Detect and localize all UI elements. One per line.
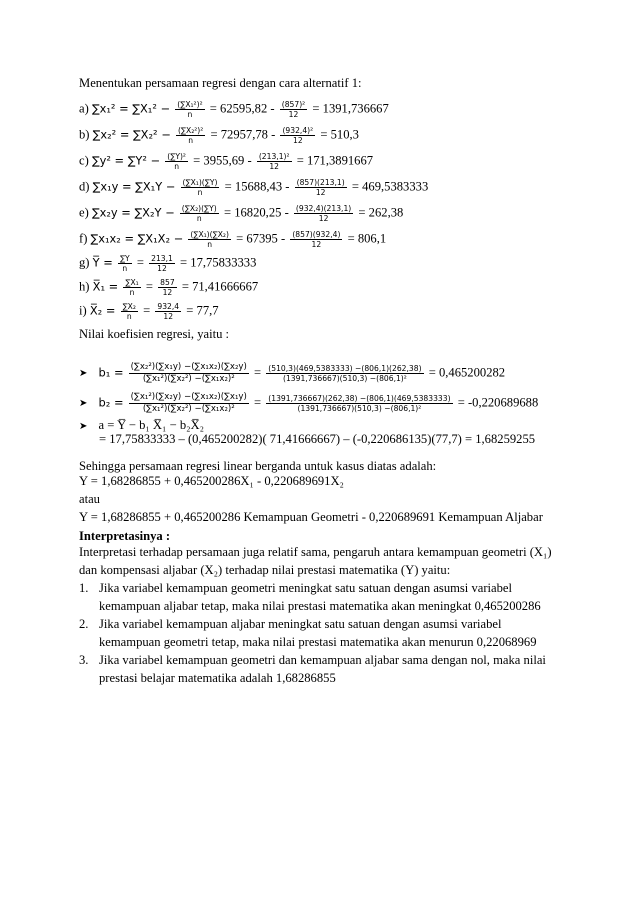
formula-fraction [181, 178, 220, 197]
formula-b [79, 126, 359, 145]
formula-mid: = 16820,25 - [223, 205, 289, 220]
formula-fraction [118, 254, 132, 273]
formula-lhs: X̅₂ = [89, 303, 116, 318]
formula-lhs: ∑x₁y = ∑X₁Y − [92, 179, 176, 194]
fraction-denominator: n [207, 240, 213, 249]
fraction-denominator: 12 [162, 288, 173, 297]
fraction-numerator: (932,4)² [282, 126, 314, 135]
fraction-denominator: n [122, 264, 128, 273]
fraction-numerator: (510,3)(469,5383333) −(806,1)(262,38) [268, 364, 422, 373]
formula-result: = 1391,736667 [312, 101, 389, 116]
formula-b2: ➤ b₂ = $\frac{\text{(∑x₁²)(∑x₂y) −(∑x₁x₂)(∑x₁y)}}{\text{(∑x₁²)(∑x₂²) −(∑x₁x₂)²}}$ = $\frac{(1391,736667)(262,38) -(806,1)(469,5383333)}{\text{(1391,736667)(510,3) −(806,1)²}}$ = -0,220689688 [79, 392, 539, 414]
item-label: c) [79, 153, 89, 168]
list-item-3-line-1: Jika variabel kemampuan geometri dan kemampuan aljabar sama dengan nol, maka nilai [99, 653, 546, 667]
value-fraction [280, 100, 307, 119]
formula-e [79, 204, 403, 223]
value-fraction [290, 230, 342, 249]
fraction-denominator: 12 [163, 312, 174, 321]
formula-d [79, 178, 428, 197]
formula-lhs: Y̅ = [92, 255, 113, 270]
item-label: b) [79, 127, 90, 142]
formula-result: = 469,5383333 [351, 179, 429, 194]
formula-lhs: ∑x₁² = ∑X₁² − [91, 101, 171, 116]
fraction-denominator: 12 [311, 240, 322, 249]
fraction-numerator: 857 [160, 278, 175, 287]
fraction-numerator: (932,4)(213,1) [295, 204, 352, 213]
formula-result: = 77,7 [186, 303, 219, 318]
formula-b1: ➤ b₁ = $\frac{\text{(∑x₂²)(∑x₁y) −(∑x₁x₂)(∑x₂y)}}{\text{(∑x₁²)(∑x₂²) −(∑x₁x₂)²}}$ = $\frac{(510,3)(469,5383333) -(806,1)(262,38)}{\text{(1391,736667)(510,3) −(806,1)²}}$ = 0,465200282 [79, 362, 506, 384]
item-label: h) [79, 279, 90, 294]
fraction-numerator: (857)(213,1) [296, 178, 345, 187]
formula-mid: = 62595,82 - [209, 101, 275, 116]
fraction-numerator: 932,4 [157, 302, 180, 311]
atau-text: atau [79, 492, 100, 506]
mean-y [79, 254, 256, 273]
fraction-denominator: 12 [157, 264, 167, 273]
value-fraction [158, 278, 177, 297]
intro-text: Menentukan persamaan regresi dengan cara alternatif 1: [79, 76, 362, 90]
fraction-denominator: 12 [292, 136, 303, 145]
fraction-numerator: (∑x₁²)(∑x₂y) −(∑x₁x₂)(∑x₁y) [130, 392, 247, 402]
fraction-denominator: (∑x₁²)(∑x₂²) −(∑x₁x₂)² [142, 404, 235, 414]
formula-mid: = [145, 279, 153, 294]
interp-title [79, 529, 170, 544]
fraction-numerator: (∑x₂²)(∑x₁y) −(∑x₁x₂)(∑x₂y) [130, 362, 247, 372]
regression-equation: Y = 1,68286855 + 0,465200286X₁ - 0,220689691X₂ [79, 474, 344, 488]
fraction-denominator: n [197, 188, 203, 197]
formula-result: = 806,1 [347, 231, 387, 246]
value-fraction [266, 364, 423, 383]
list-item-2-line-1: Jika variabel kemampuan aljabar meningkat satu satuan dengan asumsi variabel [99, 617, 502, 631]
list-item-1-line-1: Jika variabel kemampuan geometri meningkat satu satuan dengan asumsi variabel [99, 581, 513, 595]
formula-c [79, 152, 373, 171]
formula-result: = 0,465200282 [428, 365, 506, 380]
formula-lhs: ∑x₂y = ∑X₂Y − [91, 205, 175, 220]
list-number: 1. [79, 581, 89, 595]
formula-lhs: ∑y² = ∑Y² − [91, 153, 161, 168]
formula-lhs: a = Y̅ − b₁ X̅₁ − b₂X̅₂ [98, 418, 204, 432]
value-fraction [266, 394, 452, 413]
fraction-denominator: (∑x₁²)(∑x₂²) −(∑x₁x₂)² [142, 374, 235, 384]
formula-fraction [123, 278, 140, 297]
fraction-denominator: n [196, 214, 202, 223]
formula-mid: = 72957,78 - [210, 127, 276, 142]
list-number: 3. [79, 653, 89, 667]
interp-title-text: Interpretasinya : [79, 529, 171, 543]
formula-fraction [121, 302, 138, 321]
fraction-denominator: 12 [269, 162, 280, 171]
formula-mid: = 67395 - [236, 231, 286, 246]
list-item-3-line-2: prestasi belajar matematika adalah 1,68286855 [99, 671, 336, 685]
fraction-numerator: (∑X₂)(∑Y) [181, 204, 217, 213]
sehingga-text: Sehingga persamaan regresi linear berganda untuk kasus diatas adalah: [79, 459, 437, 473]
list-item-1-line-2: kemampuan aljabar tetap, maka nilai prestasi matematika akan meningkat 0,465200286 [99, 599, 541, 613]
value-fraction [294, 204, 353, 223]
formula-result: = 510,3 [320, 127, 359, 142]
formula-mid: = [136, 255, 144, 270]
formula-result: = 262,38 [358, 205, 404, 220]
a-value: = 17,75833333 – (0,465200282)( 71,41666667) – (-0,220686135)(77,7) = 1,68259255 [99, 432, 536, 446]
mean-x1 [79, 278, 258, 297]
value-fraction [280, 126, 315, 145]
formula-result: = -0,220689688 [457, 395, 539, 410]
koef-title: Nilai koefisien regresi, yaitu : [79, 327, 230, 341]
formula-fraction [188, 230, 231, 249]
fraction-numerator: (∑X₁)(∑Y) [182, 178, 218, 187]
fraction-denominator: 12 [315, 188, 326, 197]
formula-f [79, 230, 386, 249]
fraction-denominator: n [174, 162, 180, 171]
formula-mid: = 15688,43 - [224, 179, 290, 194]
formula-fraction [165, 152, 188, 171]
formula-result: = 71,41666667 [181, 279, 259, 294]
fraction-numerator: (857)² [281, 100, 306, 109]
formula-fraction [175, 100, 204, 119]
formula-fraction [176, 126, 205, 145]
list-number: 2. [79, 617, 89, 631]
fraction-numerator: ∑X₂ [122, 302, 136, 311]
formula-fraction [180, 204, 219, 223]
formula-lhs: b₂ = [98, 395, 124, 410]
formula-fraction [129, 392, 249, 415]
fraction-numerator: ∑Y [119, 254, 130, 263]
item-label: e) [79, 205, 89, 220]
fraction-numerator: (∑X₂²)² [177, 126, 204, 135]
fraction-denominator: n [129, 288, 135, 297]
formula-lhs: b₁ = [98, 365, 124, 380]
interp-line-2: dan kompensasi aljabar (X₂) terhadap nilai prestasi matematika (Y) yaitu: [79, 563, 451, 577]
formula-fraction [129, 362, 249, 385]
arrow-bullet-icon: ➤ [79, 421, 88, 432]
formula-lhs: ∑x₁x₂ = ∑X₁X₂ − [90, 231, 184, 246]
fraction-denominator: n [187, 110, 193, 119]
fraction-numerator: (213,1)² [258, 152, 290, 161]
fraction-numerator: ∑X₁ [125, 278, 139, 287]
fraction-numerator: 213,1 [151, 254, 173, 263]
arrow-bullet-icon: ➤ [79, 368, 88, 380]
formula-lhs: X̅₁ = [92, 279, 119, 294]
item-label: f) [79, 231, 88, 246]
fraction-denominator: 12 [288, 110, 299, 119]
formula-a [79, 100, 389, 119]
fraction-numerator: (∑X₁)(∑X₂) [190, 230, 229, 239]
item-label: g) [79, 255, 90, 270]
item-label: a) [79, 101, 89, 116]
formula-result: = 17,75833333 [180, 255, 257, 270]
fraction-numerator: (1391,736667)(262,38) −(806,1)(469,5383333) [268, 394, 451, 403]
regression-equation-words: Y = 1,68286855 + 0,465200286 Kemampuan Geometri - 0,220689691 Kemampuan Aljabar [79, 510, 543, 524]
fraction-denominator: (1391,736667)(510,3) −(806,1)² [297, 404, 422, 413]
item-label: i) [79, 303, 87, 318]
value-fraction [295, 178, 347, 197]
fraction-denominator: n [126, 312, 132, 321]
fraction-numerator: (857)(932,4) [292, 230, 341, 239]
formula-result: = 171,3891667 [296, 153, 374, 168]
arrow-bullet-icon: ➤ [79, 398, 88, 410]
fraction-denominator: 12 [318, 214, 329, 223]
value-fraction [149, 254, 175, 273]
value-fraction [155, 302, 181, 321]
fraction-numerator: (∑Y)² [167, 152, 186, 161]
mean-x2 [79, 302, 219, 321]
fraction-numerator: (∑X₁²)² [177, 100, 203, 109]
fraction-denominator: (1391,736667)(510,3) −(806,1)² [283, 374, 407, 383]
formula-mid: = [143, 303, 151, 318]
interp-line-1: Interpretasi terhadap persamaan juga relatif sama, pengaruh antara kemampuan geometri (X₁) [79, 545, 552, 559]
item-label: d) [79, 179, 90, 194]
value-fraction [257, 152, 292, 171]
formula-lhs: ∑x₂² = ∑X₂² − [92, 127, 171, 142]
formula-mid: = 3955,69 - [193, 153, 252, 168]
fraction-denominator: n [188, 136, 194, 145]
list-item-2-line-2: kemampuan geometri tetap, maka nilai prestasi matematika akan menurun 0,22068969 [99, 635, 537, 649]
